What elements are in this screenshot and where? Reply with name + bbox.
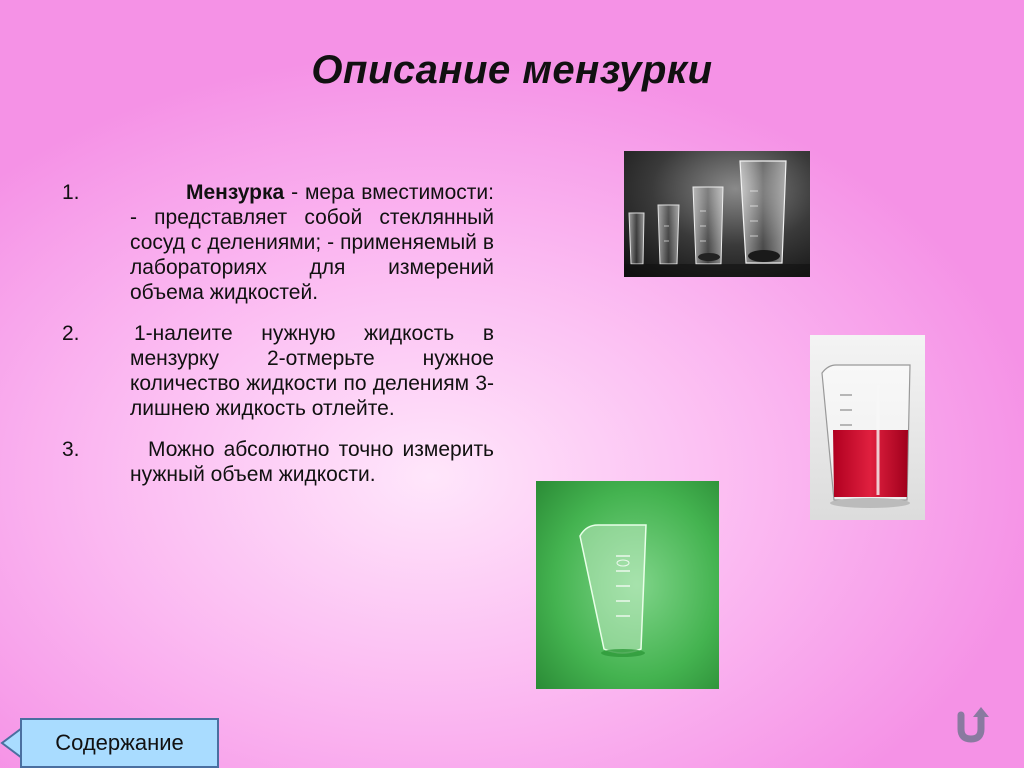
list-item-number: 3. [62,438,80,461]
list-item [62,180,494,305]
list-item-text [130,180,494,305]
green-background-beaker-photo [536,481,719,689]
red-liquid-beaker-photo [810,335,925,520]
list-item-text: 1-налеите нужную жидкость в мензурку 2-отмерьте нужное количество жидкости по делениям 3-лишнею жидкость отлейте. [130,322,494,420]
contents-button-label: Содержание [20,718,219,768]
return-arrow-icon[interactable] [953,703,995,745]
list-item-text: Можно абсолютно точно измерить нужный объем жидкости. [130,438,494,486]
list-item-number: 2. [62,322,80,345]
list-item [62,437,494,487]
slide-title: Описание мензурки [311,48,713,92]
list-item [62,321,494,421]
term-bold: Мензурка [186,181,285,204]
term-definition: - мера вместимости: - представляет собой стеклянный сосуд с делениями; - применяемый в лабораториях для измерений объема жидкостей. [130,181,494,304]
contents-button[interactable] [0,718,218,768]
beakers-photo [624,151,810,277]
numbered-list [62,180,494,503]
list-item-number: 1. [62,181,80,204]
